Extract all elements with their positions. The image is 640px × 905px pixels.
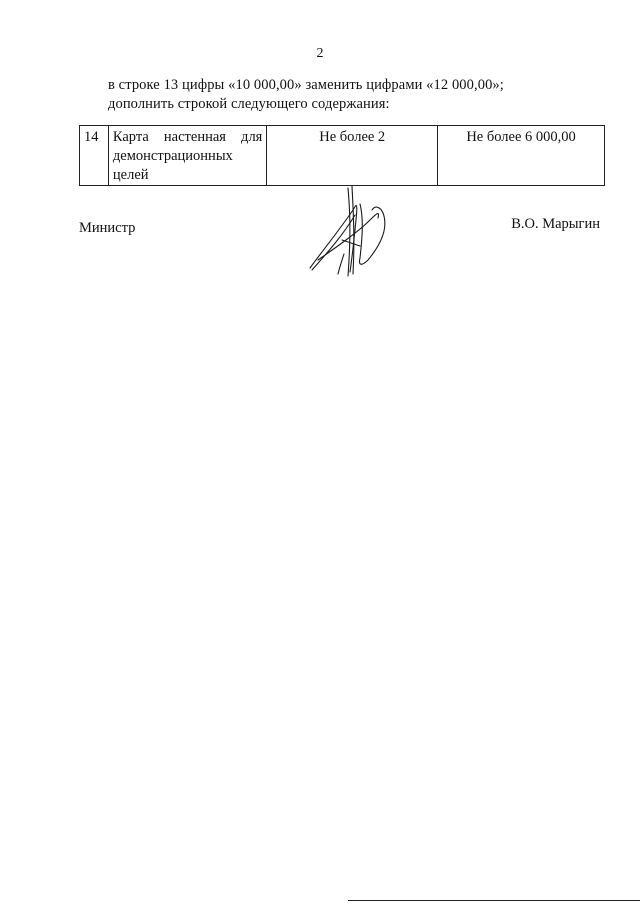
quantity-cell: Не более 2 bbox=[267, 126, 438, 186]
amendment-table bbox=[79, 125, 605, 186]
price-cell: Не более 6 000,00 bbox=[438, 126, 605, 186]
minister-title: Министр bbox=[79, 220, 136, 236]
footer-divider bbox=[348, 900, 640, 901]
minister-name: В.О. Марыгин bbox=[511, 216, 600, 232]
item-name-cell: Карта настенная для демонстрационных целей bbox=[108, 126, 266, 186]
page-number: 2 bbox=[316, 46, 324, 61]
signature-icon bbox=[298, 180, 408, 280]
amendment-line-1: в строке 13 цифры «10 000,00» заменить цифрами «12 000,00»; bbox=[108, 77, 504, 93]
amendment-line-2: дополнить строкой следующего содержания: bbox=[108, 96, 390, 112]
row-number-cell: 14 bbox=[80, 126, 109, 186]
table-row bbox=[80, 126, 605, 186]
